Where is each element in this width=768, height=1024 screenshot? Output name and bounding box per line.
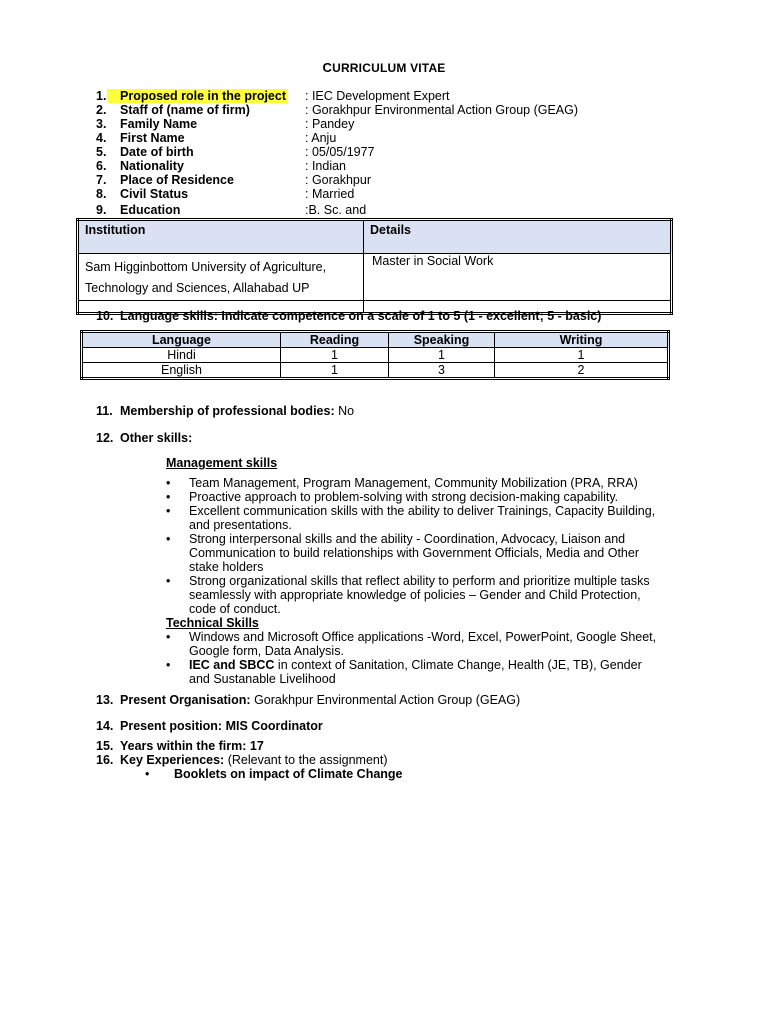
list-item: • Proactive approach to problem-solving with strong decision-making capability.	[166, 490, 619, 504]
item-number-16: 16.	[96, 753, 114, 767]
present-position: Present position: MIS Coordinator	[120, 719, 323, 733]
header-reading: Reading	[281, 332, 389, 348]
field-label: Staff of (name of firm)	[120, 103, 250, 117]
header-speaking: Speaking	[389, 332, 495, 348]
item-number-4: 4.	[96, 131, 107, 145]
experience-item: Booklets on impact of Climate Change	[174, 767, 403, 781]
bullet-icon: •	[166, 504, 171, 518]
field-label: First Name	[120, 131, 185, 145]
membership-line	[120, 404, 354, 418]
field-label	[107, 89, 288, 103]
bullet-icon: •	[166, 532, 171, 546]
writing-score: 2	[495, 363, 669, 379]
technical-skills-heading: Technical Skills	[166, 616, 259, 630]
list-item: • Excellent communication skills with the ability to deliver Trainings, Capacity Building, and presentations.	[166, 504, 656, 532]
list-item: • Strong organizational skills that reflect ability to perform and prioritize multiple tasks seamlessly with appropriate knowledge of policies – Gender and Child Protection, code of conduct.	[166, 574, 650, 616]
experience-bullet-icon: •	[145, 767, 150, 781]
years-within-firm: Years within the firm: 17	[120, 739, 264, 753]
reading-score: 1	[281, 348, 389, 363]
item-number-5: 5.	[96, 145, 107, 159]
field-value: :B. Sc. and	[305, 203, 367, 217]
bullet-icon: •	[166, 658, 171, 672]
language-table	[80, 330, 670, 380]
item-number-7: 7.	[96, 173, 107, 187]
institution-cell	[78, 254, 364, 301]
header-language: Language	[82, 332, 281, 348]
item-number-2: 2.	[96, 103, 107, 117]
item-number-6: 6.	[96, 159, 107, 173]
item-number-11: 11.	[96, 404, 113, 418]
header-writing: Writing	[495, 332, 669, 348]
field-value: : Indian	[305, 159, 347, 173]
list-item: • Strong interpersonal skills and the ability - Coordination, Advocacy, Liaison and Communication to build relationships with Government Officials, Media and Other stake holders	[166, 532, 639, 574]
header-details: Details	[364, 220, 672, 254]
item-number-1: 1.	[96, 89, 107, 103]
list-item: • IEC and SBCC in context of Sanitation, Climate Change, Health (JE, TB), Gender and Sustanable Livelihood	[166, 658, 642, 686]
reading-score: 1	[281, 363, 389, 379]
membership-value: No	[334, 404, 355, 418]
key-experiences-line: Key Experiences: (Relevant to the assignment)	[120, 753, 388, 767]
header-institution: Institution	[78, 220, 364, 254]
education-table-header	[78, 220, 672, 254]
item-number-13: 13.	[96, 693, 114, 707]
item-number-10: 10.	[96, 309, 114, 323]
field-label: Civil Status	[120, 187, 189, 201]
present-organisation-line: Present Organisation: Gorakhpur Environmental Action Group (GEAG)	[120, 693, 521, 707]
membership-label: Membership of professional bodies:	[120, 404, 335, 418]
item-number-15: 15.	[96, 739, 114, 753]
language-row	[82, 363, 669, 379]
language-skills-heading: Language skills: Indicate competence on a scale of 1 to 5 (1 - excellent; 5 - basic)	[120, 309, 602, 323]
field-value: : IEC Development Expert	[305, 89, 450, 103]
writing-score: 1	[495, 348, 669, 363]
field-label: Place of Residence	[120, 173, 234, 187]
language-name: Hindi	[82, 348, 281, 363]
institution-line-2: Technology and Sciences, Allahabad UP	[85, 281, 310, 295]
technical-skills-list	[166, 630, 676, 686]
education-table	[76, 218, 673, 315]
list-item: • Windows and Microsoft Office applications -Word, Excel, PowerPoint, Google Sheet, Google form, Data Analysis.	[166, 630, 657, 658]
language-table-header	[82, 332, 669, 348]
field-value: : Gorakhpur Environmental Action Group (GEAG)	[305, 103, 579, 117]
language-name: English	[82, 363, 281, 379]
document-title: CURRICULUM VITAE	[322, 60, 446, 75]
field-label: Nationality	[120, 159, 184, 173]
field-label: Education	[120, 203, 181, 217]
bullet-icon: •	[166, 574, 171, 588]
item-number-9: 9.	[96, 203, 107, 217]
field-value: : Pandey	[305, 117, 355, 131]
language-row	[82, 348, 669, 363]
highlighted-label: Proposed role in the project	[107, 89, 288, 103]
item-number-12: 12.	[96, 431, 114, 445]
other-skills-label: Other skills:	[120, 431, 193, 445]
details-cell: Master in Social Work	[364, 254, 672, 301]
field-label: Family Name	[120, 117, 198, 131]
speaking-score: 3	[389, 363, 495, 379]
bullet-icon: •	[166, 490, 171, 504]
field-value: : 05/05/1977	[305, 145, 375, 159]
management-skills-heading: Management skills	[166, 456, 278, 470]
item-number-3: 3.	[96, 117, 107, 131]
management-skills-list	[166, 476, 676, 616]
speaking-score: 1	[389, 348, 495, 363]
field-value: : Married	[305, 187, 355, 201]
field-value: : Gorakhpur	[305, 173, 372, 187]
item-number-8: 8.	[96, 187, 107, 201]
institution-line-1: Sam Higginbottom University of Agriculture,	[85, 260, 327, 274]
item-number-14: 14.	[96, 719, 114, 733]
field-value: : Anju	[305, 131, 337, 145]
education-row	[78, 254, 672, 301]
bullet-icon: •	[166, 476, 171, 490]
bullet-icon: •	[166, 630, 171, 644]
field-label: Date of birth	[120, 145, 194, 159]
list-item: • Team Management, Program Management, Community Mobilization (PRA, RRA)	[166, 476, 638, 490]
